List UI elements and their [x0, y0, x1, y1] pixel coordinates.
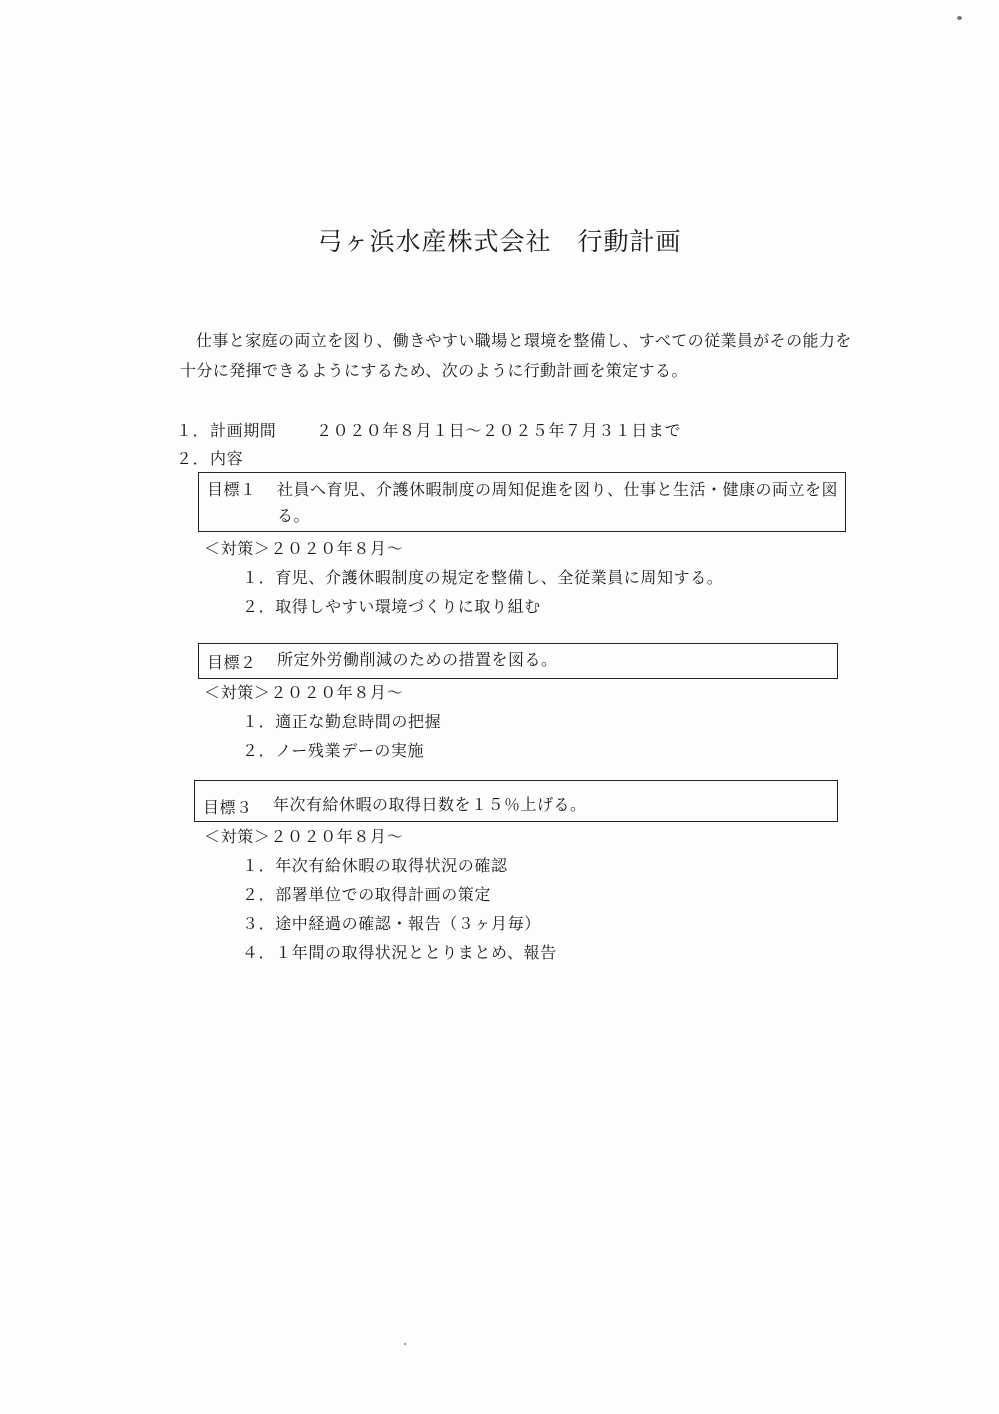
section-1-label: 計画期間 — [210, 421, 277, 440]
goal-3-measure-4: ４．１年間の取得状況ととりまとめ、報告 — [242, 943, 557, 962]
goal-2-measure-2: ２．ノー残業デーの実施 — [242, 741, 425, 760]
document-title: 弓ヶ浜水産株式会社 行動計画 — [317, 227, 682, 256]
goal-1-box — [198, 472, 846, 532]
section-1-number: １． — [176, 421, 210, 440]
section-2-label: 内容 — [210, 449, 244, 468]
goal-3-box — [194, 780, 838, 822]
scan-speck — [957, 16, 962, 20]
goal-2-label: 目標２ — [207, 653, 257, 672]
goal-2-measure-1: １．適正な勤怠時間の把握 — [242, 712, 442, 731]
goal-2-text: 所定外労働削減のための措置を図る。 — [277, 650, 558, 669]
plan-period-value: ２０２０年８月１日～２０２５年７月３１日まで — [316, 421, 682, 440]
goal-3-measure-3: ３．途中経過の確認・報告（３ヶ月毎） — [242, 914, 541, 933]
goal-2-box — [198, 643, 838, 679]
goal-1-label: 目標１ — [207, 480, 257, 499]
goal-1-measure-1: １．育児、介護休暇制度の規定を整備し、全従業員に周知する。 — [242, 568, 724, 587]
scan-speck — [404, 1343, 406, 1345]
intro-line-2: 十分に発揮できるようにするため、次のように行動計画を策定する。 — [180, 361, 688, 380]
goal-1-measure-2: ２．取得しやすい環境づくりに取り組む — [242, 597, 541, 616]
goal-1-measures-header: ＜対策＞２０２０年８月～ — [204, 539, 404, 558]
goal-3-measure-1: １．年次有給休暇の取得状況の確認 — [242, 856, 508, 875]
goal-2-measures-header: ＜対策＞２０２０年８月～ — [204, 683, 404, 702]
section-2-number: ２． — [176, 449, 210, 468]
intro-paragraph — [180, 326, 860, 386]
goal-3-measures-header: ＜対策＞２０２０年８月～ — [204, 827, 404, 846]
goal-3-measure-2: ２．部署単位での取得計画の策定 — [242, 885, 492, 904]
goal-1-text: 社員へ育児、介護休暇制度の周知促進を図り、仕事と生活・健康の両立を図る。 — [277, 480, 839, 525]
goal-3-text: 年次有給休暇の取得日数を１５％上げる。 — [273, 795, 587, 814]
goal-3-label: 目標３ — [203, 798, 253, 817]
intro-line-1: 仕事と家庭の両立を図り、働きやすい職場と環境を整備し、すべての従業員がその能力を — [196, 331, 852, 350]
